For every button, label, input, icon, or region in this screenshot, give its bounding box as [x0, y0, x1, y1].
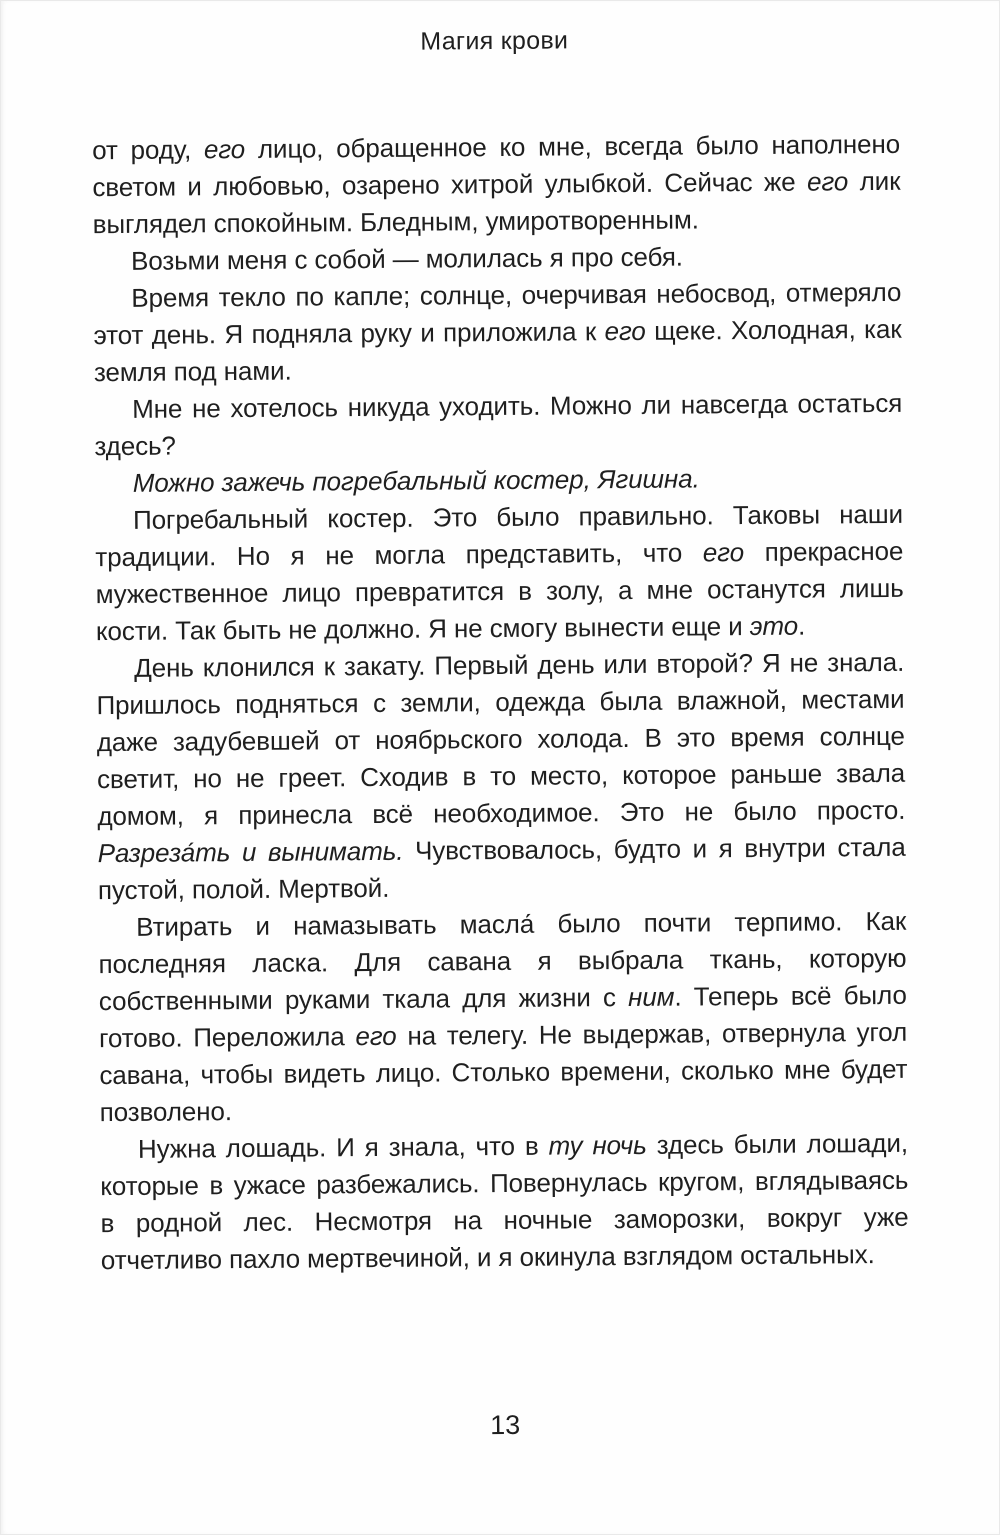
text-body — [92, 126, 909, 1279]
text-segment: . — [797, 610, 806, 641]
italic-text-segment: это — [749, 610, 799, 642]
running-head: Магия крови — [420, 26, 569, 56]
italic-text-segment: ту ночь — [548, 1129, 647, 1161]
paragraph — [94, 385, 903, 465]
paragraph — [93, 274, 902, 391]
italic-text-segment: его — [604, 315, 646, 347]
text-segment: прекрасное мужественное лицо превратится в золу, а мне останутся лишь кости. Так быть не должно. Я не смогу вынести еще и — [95, 535, 904, 647]
text-segment: лик выглядел спокойным. Бледным, умиротворенным. — [92, 165, 901, 240]
paragraph — [95, 459, 903, 502]
text-segment: Нужна лошадь. И я знала, что в — [137, 1130, 549, 1164]
paragraph — [92, 126, 901, 243]
text-segment: на телегу. Не выдержав, отвернула угол савана, чтобы видеть лицо. Столько времени, сколько мне будет позволено. — [99, 1016, 908, 1128]
text-segment: лицо, обращенное ко мне, всегда было наполнено светом и любовью, озарено хитрой улыбкой. Сейчас же — [92, 128, 901, 203]
italic-text-segment: его — [702, 537, 745, 568]
text-segment: щеке. Холодная, как земля под нами. — [93, 313, 902, 388]
italic-text-segment: Разреза́ть и вынимать. — [97, 835, 404, 869]
text-segment: Мне не хотелось никуда уходить. Можно ли навсегда остаться здесь? — [94, 387, 903, 462]
page-number: 13 — [490, 1409, 521, 1441]
text-segment: День клонился к закату. Первый день или второй? Я не знала. Пришлось подняться с земли, одежда была влажной, местами даже задубевшей от ноябрьского холода. В это время солнце светит, но не греет. Сходив в то место, которое раньше звала домом, я принесла всё необходимое. Это не было просто. — [96, 646, 906, 832]
text-segment: Втирать и намазывать масла́ было почти терпимо. Как последняя ласка. Для савана я выбрала ткань, которую собственными руками ткала для жизни с — [98, 905, 907, 1017]
text-segment: от роду, — [92, 134, 205, 166]
italic-text-segment: ним — [627, 981, 675, 1013]
italic-text-segment: его — [203, 133, 246, 165]
paragraph — [96, 644, 906, 909]
italic-text-segment: его — [806, 166, 849, 197]
paragraph — [98, 903, 908, 1131]
text-segment: Чувствовалось, будто и я внутри стала пустой, полой. Мертвой. — [97, 831, 906, 906]
text-segment: здесь были лошади, которые в ужасе разбежались. Повернулась кругом, вглядываясь в родной лес. Несмотря на ночные заморозки, вокруг уже отчетливо пахло мертвечиной, и я окинула взглядом остальных. — [100, 1127, 909, 1276]
italic-text-segment: его — [355, 1020, 397, 1052]
text-segment: . Теперь всё было готово. Переложила — [98, 979, 907, 1054]
italic-text-segment: Можно зажечь погребальный костер, Ягишна. — [132, 463, 700, 498]
text-segment: Погребальный костер. Это было правильно. Таковы наши традиции. Но я не могла представить, что — [95, 498, 904, 573]
paragraph — [93, 237, 901, 280]
paragraph — [95, 496, 904, 650]
paragraph — [100, 1125, 909, 1279]
text-segment: Возьми меня с собой — молилась я про себя. — [130, 241, 683, 276]
text-segment: Время текло по капле; солнце, очерчивая небосвод, отмеряло этот день. Я подняла руку и приложила к — [93, 276, 902, 351]
